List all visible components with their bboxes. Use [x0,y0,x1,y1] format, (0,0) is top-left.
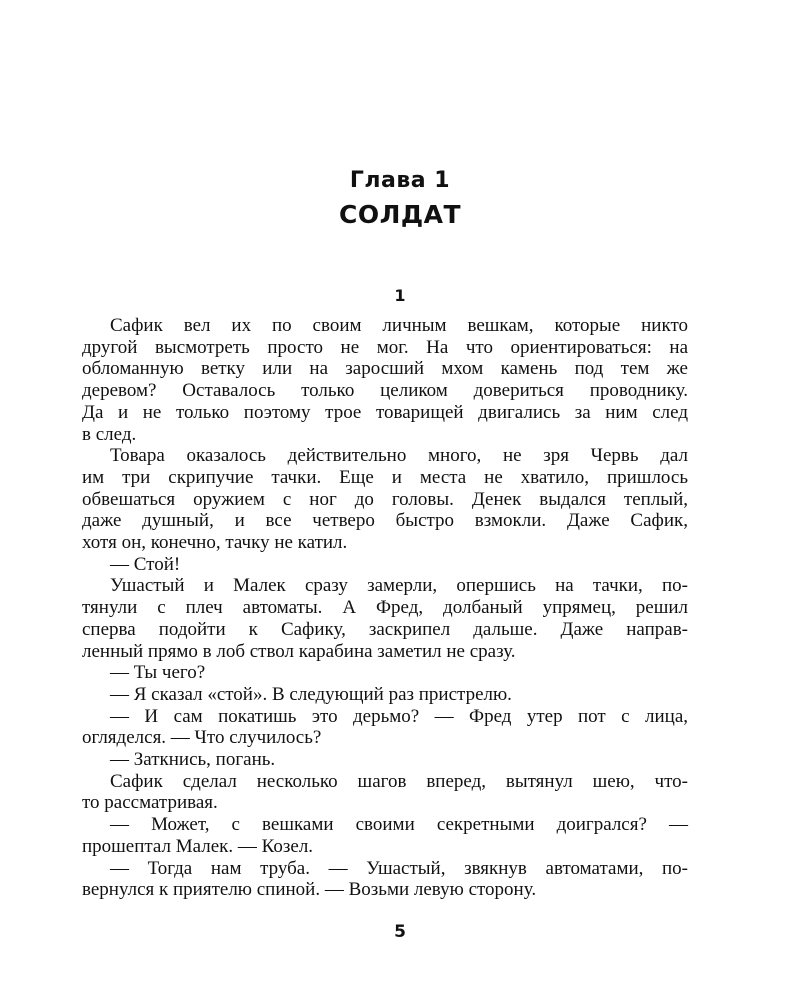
text-line: — Тогда нам труба. — Ушастый, звякнув автоматами, по- [110,857,688,879]
section-number: 1 [394,286,406,305]
page-number: 5 [394,922,406,942]
text-line: Товара оказалось действительно много, не зря Червь дал [110,445,688,467]
text-line: — И сам покатишь это дерьмо? — Фред утер пот с лица, [110,705,688,727]
text-line: хотя он, конечно, тачку не катил. [82,532,348,554]
text-line: Сафик вел их по своим личным вешкам, которые никто [110,315,688,336]
text-line: в след. [82,423,137,445]
text-line: Ушастый и Малек сразу замерли, опершись на тачки, по- [110,575,688,597]
text-line: — Стой! [110,553,181,575]
text-line: обвешаться оружием с ног до головы. Денек выдался теплый, [82,488,688,510]
chapter-title: СОЛДАТ [338,200,462,229]
text-line: деревом? Оставалось только целиком довериться проводнику. [82,380,688,402]
text-line: вернулся к приятелю спиной. — Возьми левую сторону. [82,879,537,901]
text-line: другой высмотреть просто не мог. На что ориентироваться: на [82,336,688,358]
text-line: им три скрипучие тачки. Еще и места не хватило, пришлось [82,466,688,488]
text-line: ленный прямо в лоб ствол карабина заметил не сразу. [82,640,516,662]
chapter-label: Глава 1 [349,168,451,193]
text-line: то рассматривая. [82,792,218,814]
text-line: Сафик сделал несколько шагов вперед, вытянул шею, что- [110,770,688,792]
text-line: даже душный, и все четверо быстро взмокли. Даже Сафик, [82,510,688,532]
body-text [82,315,688,901]
text-line: — Ты чего? [110,662,206,684]
text-line: сперва подойти к Сафику, заскрипел дальше. Даже направ- [82,618,688,640]
text-line: — Может, с вешками своими секретными доигрался? — [110,814,688,836]
text-line: — Заткнись, погань. [110,749,276,771]
text-line: огляделся. — Что случилось? [82,727,322,749]
text-line: Да и не только поэтому трое товарищей двигались за ним след [82,401,688,423]
text-line: — Я сказал «стой». В следующий раз пристрелю. [110,683,512,705]
text-line: тянули с плеч автоматы. А Фред, долбаный упрямец, решил [82,597,688,619]
text-line: обломанную ветку или на заросший мхом камень под тем же [82,358,688,380]
text-line: прошептал Малек. — Козел. [82,835,314,857]
